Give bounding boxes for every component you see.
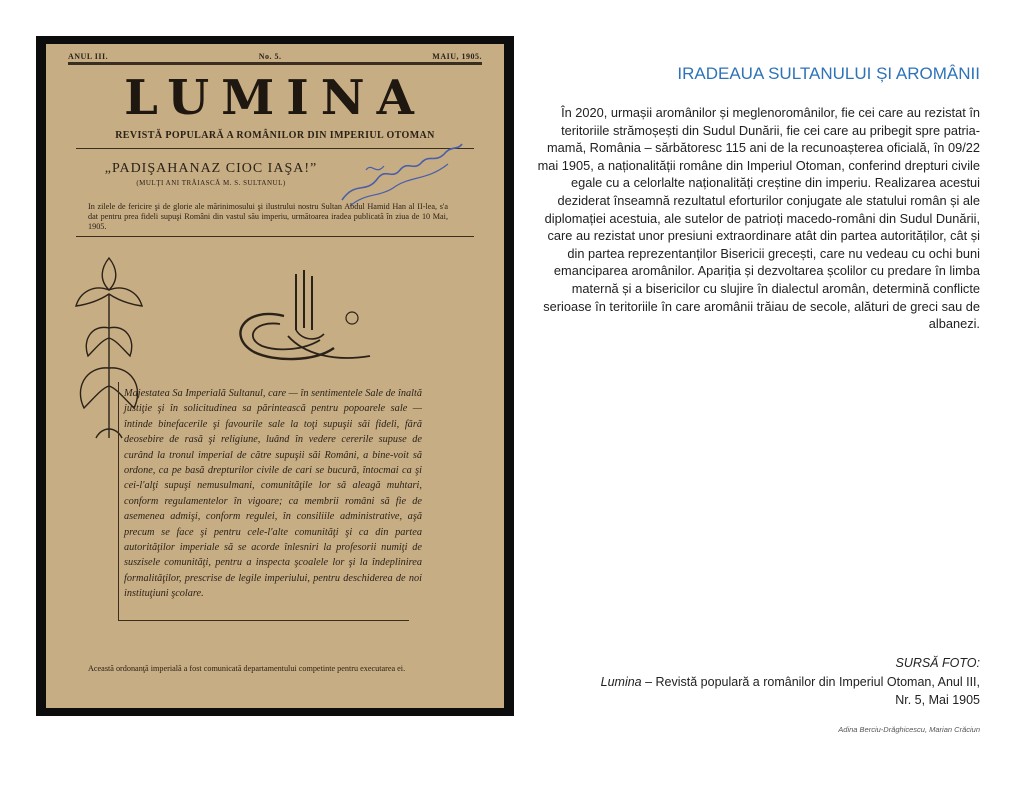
magazine-scan bbox=[36, 36, 514, 716]
sultan-tughra-icon bbox=[224, 266, 374, 376]
masthead-rule bbox=[68, 62, 482, 64]
decree-subheadline: (MULŢI ANI TRĂIASCĂ M. S. SULTANUL) bbox=[136, 179, 286, 187]
magazine-page bbox=[46, 44, 504, 708]
source-caption bbox=[600, 674, 980, 709]
magazine-subtitle: REVISTĂ POPULARĂ A ROMÂNILOR DIN IMPERIUL OTOMAN bbox=[115, 130, 435, 141]
decree-closing: Această ordonanţă imperială a fost comunicată departamentului competinte pentru executarea ei. bbox=[88, 664, 406, 673]
masthead-date: MAIU, 1905. bbox=[432, 52, 482, 61]
source-heading: SURSĂ FOTO: bbox=[895, 656, 980, 670]
decree-intro: In zilele de fericire şi de glorie ale mărinimosului şi ilustrului nostru Sultan Abdul Hamid Han al II-lea, s'a dat pentru prea fideli supuşi Români din vastul său imperiu, următoarea iradea publicată în ziua de 10 Mai, 1905. bbox=[88, 202, 448, 231]
article-body: În 2020, urmașii aromânilor și meglenoromânilor, fie cei care au rezistat în teritoriile strămoșești din Sudul Dunării, fie cei care au pribegit spre patria-mamă, România – sărbătoresc 115 ani de la recunoașterea oficială, în 09/22 mai 1905, a naționalității române din Imperiul Otoman, conferind drepturi civile egale cu a celorlalte naționalități creștine din imperiu. Realizarea acestui deziderat înseamnă rezultatul eforturilor conjugate ale statului român și ale diplomației acestuia, ale sutelor de patrioți macedo-români din Sudul Dunării, care au rezistat unor presiuni extraordinare atât din partea autorităților, cât și din partea reprezentanților Bisericii grecești, care nu vedeau cu ochi buni emanciparea aromânilor. Apariția și dezvoltarea școlilor cu predare în limba maternă și a bisericilor cu slujire în dialectul aromân, determină conflicte serioase în teritoriile în care aromânii trăiau de secole, alături de greci sau de albanezi. bbox=[537, 105, 980, 332]
source-description: – Revistă populară a românilor din Imperiul Otoman, Anul III, Nr. 5, Mai 1905 bbox=[641, 675, 980, 707]
author-credits: Adina Berciu-Drăghicescu, Marian Crăciun bbox=[838, 725, 980, 734]
masthead-year: ANUL III. bbox=[68, 52, 109, 61]
intro-rule bbox=[76, 236, 474, 237]
decree-headline: „PADIŞAHANAZ CIOC IAŞA!” bbox=[104, 161, 318, 176]
article-title: IRADEAUA SULTANULUI ȘI AROMÂNII bbox=[677, 64, 980, 83]
masthead-issue: No. 5. bbox=[258, 52, 282, 61]
source-publication: Lumina bbox=[600, 675, 642, 689]
handwritten-signature bbox=[336, 140, 466, 210]
magazine-title: LUMINA bbox=[124, 70, 426, 126]
decree-text: Majestatea Sa Imperială Sultanul, care — în sentimentele Sale de înaltă justiţie şi în solicitudinea sa părintească pentru popoarele sale — întinde binefacerile şi favourile sale la toţi supuşii săi fideli, fără deosebire de rasă şi religiune, luând în vedere cererile supuse de curând la tronul imperial de către supuşii săi Români, a bine-voit să ordone, ca pe basă drepturilor civile de cari se bucură, întocmai ca şi cei-l'alţi supuşi nemusulmani, comunităţile lor să aleagă muhtari, conform regulamentelor în vigoare; ca membrii români să fie de asemenea admişi, conform regulei, în consiliile administrative, aşă precum se face şi pentru cele-l'alte comunităţi şi ca din partea autorităţilor imperiale să se acorde înlesniri la profesorii numiţi de suszisele comunităţi, pentru a inspecta şcoalele lor şi la îndeplinirea formalităţilor, prescrise de legile imperiului, pentru deschiderea de noi instituţiuni şcolare. bbox=[124, 388, 422, 600]
